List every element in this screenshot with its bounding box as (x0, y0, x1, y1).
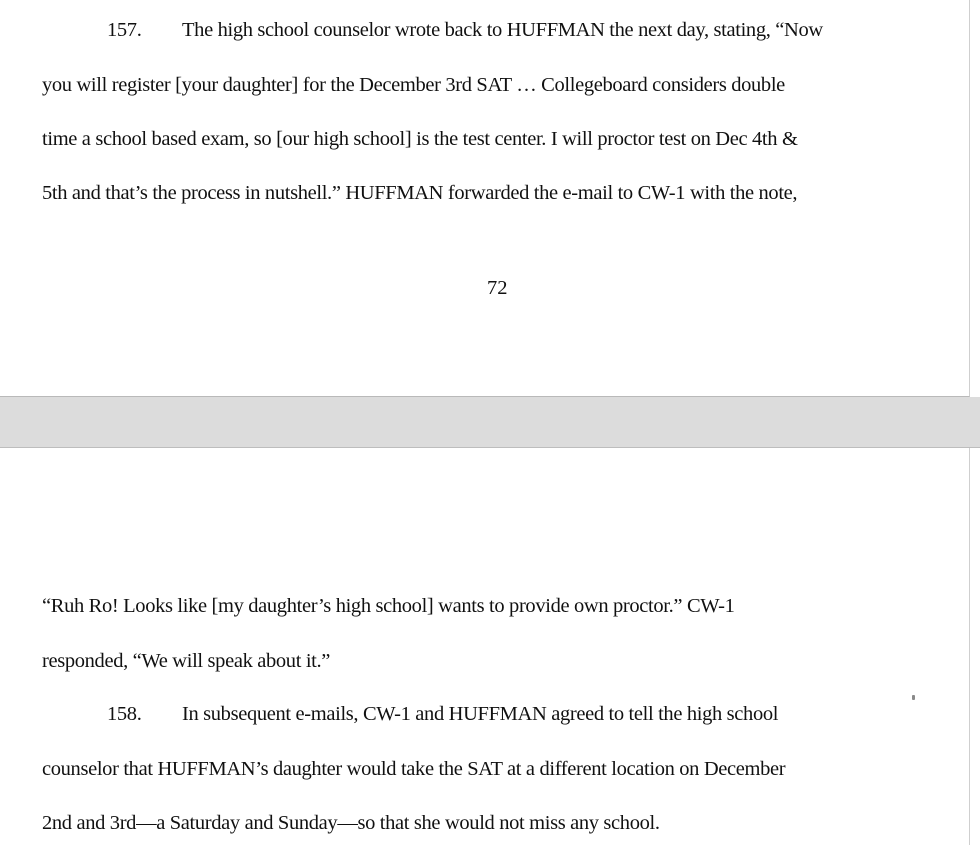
document-page-bottom (0, 448, 970, 845)
paragraph-157-line-2: you will register [your daughter] for the December 3rd SAT … Collegeboard considers double (42, 74, 785, 96)
page-separator (0, 397, 980, 448)
paragraph-157-text: The high school counselor wrote back to HUFFMAN the next day, stating, “Now (182, 19, 823, 41)
continuation-line-1: “Ruh Ro! Looks like [my daughter’s high school] wants to provide own proctor.” CW-1 (42, 595, 735, 617)
paragraph-157-line-3: time a school based exam, so [our high school] is the test center. I will proctor test on Dec 4th & (42, 128, 798, 150)
paragraph-158-line-1 (107, 704, 778, 725)
paragraph-number-158: 158. (107, 703, 142, 725)
scan-mark (912, 695, 915, 700)
paragraph-157-line-4: 5th and that’s the process in nutshell.” HUFFMAN forwarded the e-mail to CW-1 with the note, (42, 182, 798, 204)
continuation-line-2: responded, “We will speak about it.” (42, 650, 331, 672)
paragraph-158-line-3: 2nd and 3rd—a Saturday and Sunday—so that she would not miss any school. (42, 812, 660, 834)
paragraph-158-line-2: counselor that HUFFMAN’s daughter would take the SAT at a different location on December (42, 758, 786, 780)
paragraph-number-157: 157. (107, 19, 142, 41)
paragraph-158-text: In subsequent e-mails, CW-1 and HUFFMAN agreed to tell the high school (182, 703, 779, 725)
paragraph-157-line-1 (107, 20, 823, 41)
page-number: 72 (487, 277, 508, 299)
